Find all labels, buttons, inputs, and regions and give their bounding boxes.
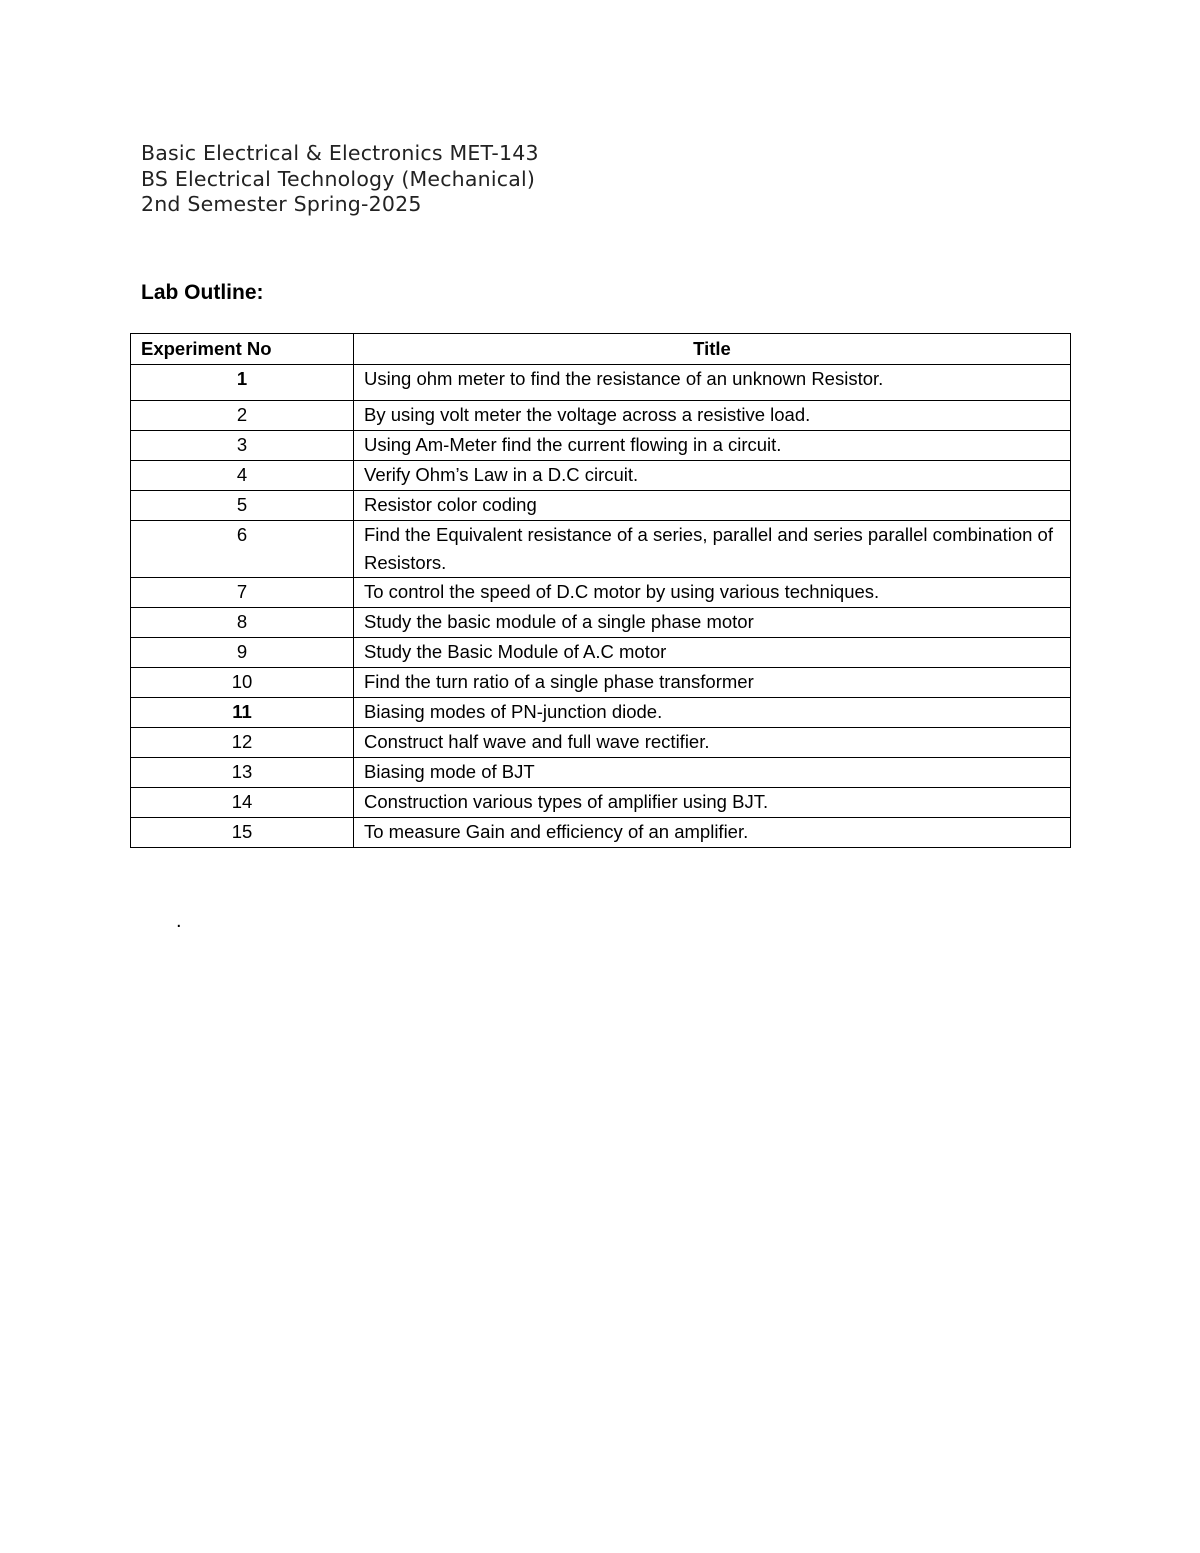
table-row [131, 788, 1071, 818]
course-title: Basic Electrical & Electronics MET-143 [141, 141, 539, 165]
experiment-number: 5 [131, 491, 354, 521]
experiment-title: Biasing mode of BJT [354, 758, 1071, 788]
experiment-number: 9 [131, 638, 354, 668]
lab-outline-heading: Lab Outline: [141, 281, 264, 304]
experiment-number: 14 [131, 788, 354, 818]
experiment-title: Construction various types of amplifier using BJT. [354, 788, 1071, 818]
table-header-row [131, 334, 1071, 365]
trailing-dot: . [176, 910, 182, 932]
experiment-number: 3 [131, 431, 354, 461]
experiment-number: 12 [131, 728, 354, 758]
table-row [131, 491, 1071, 521]
experiment-number: 6 [131, 521, 354, 578]
table-row [131, 668, 1071, 698]
experiment-title: Using ohm meter to find the resistance of an unknown Resistor. [354, 365, 1071, 401]
table-row [131, 818, 1071, 848]
experiment-title: Study the basic module of a single phase motor [354, 608, 1071, 638]
column-header-title: Title [354, 334, 1071, 365]
experiment-number: 13 [131, 758, 354, 788]
experiment-title: Study the Basic Module of A.C motor [354, 638, 1071, 668]
table-row [131, 638, 1071, 668]
experiment-title: To control the speed of D.C motor by using various techniques. [354, 578, 1071, 608]
table-row [131, 758, 1071, 788]
experiment-number: 4 [131, 461, 354, 491]
experiment-number: 8 [131, 608, 354, 638]
table-row [131, 461, 1071, 491]
table-row [131, 728, 1071, 758]
experiment-number: 11 [131, 698, 354, 728]
semester-title: 2nd Semester Spring-2025 [141, 192, 422, 216]
experiment-title: Resistor color coding [354, 491, 1071, 521]
table-row [131, 365, 1071, 401]
experiment-number: 15 [131, 818, 354, 848]
experiment-title: Verify Ohm’s Law in a D.C circuit. [354, 461, 1071, 491]
experiment-number: 1 [131, 365, 354, 401]
experiment-title: Construct half wave and full wave rectifier. [354, 728, 1071, 758]
experiment-title: Using Am-Meter find the current flowing in a circuit. [354, 431, 1071, 461]
lab-outline-table [130, 333, 1071, 848]
program-title: BS Electrical Technology (Mechanical) [141, 166, 536, 191]
table-row [131, 401, 1071, 431]
experiment-title: Find the turn ratio of a single phase transformer [354, 668, 1071, 698]
table-row [131, 521, 1071, 578]
experiment-title: By using volt meter the voltage across a resistive load. [354, 401, 1071, 431]
experiment-number: 2 [131, 401, 354, 431]
table-row [131, 431, 1071, 461]
experiment-number: 10 [131, 668, 354, 698]
experiment-number: 7 [131, 578, 354, 608]
table-row [131, 608, 1071, 638]
experiment-title: Biasing modes of PN-junction diode. [354, 698, 1071, 728]
experiment-title: Find the Equivalent resistance of a series, parallel and series parallel combination of Resistors. [354, 521, 1071, 578]
table-row [131, 698, 1071, 728]
table-row [131, 578, 1071, 608]
column-header-experiment-no: Experiment No [131, 334, 354, 365]
experiment-title: To measure Gain and efficiency of an amplifier. [354, 818, 1071, 848]
document-header [141, 141, 539, 218]
